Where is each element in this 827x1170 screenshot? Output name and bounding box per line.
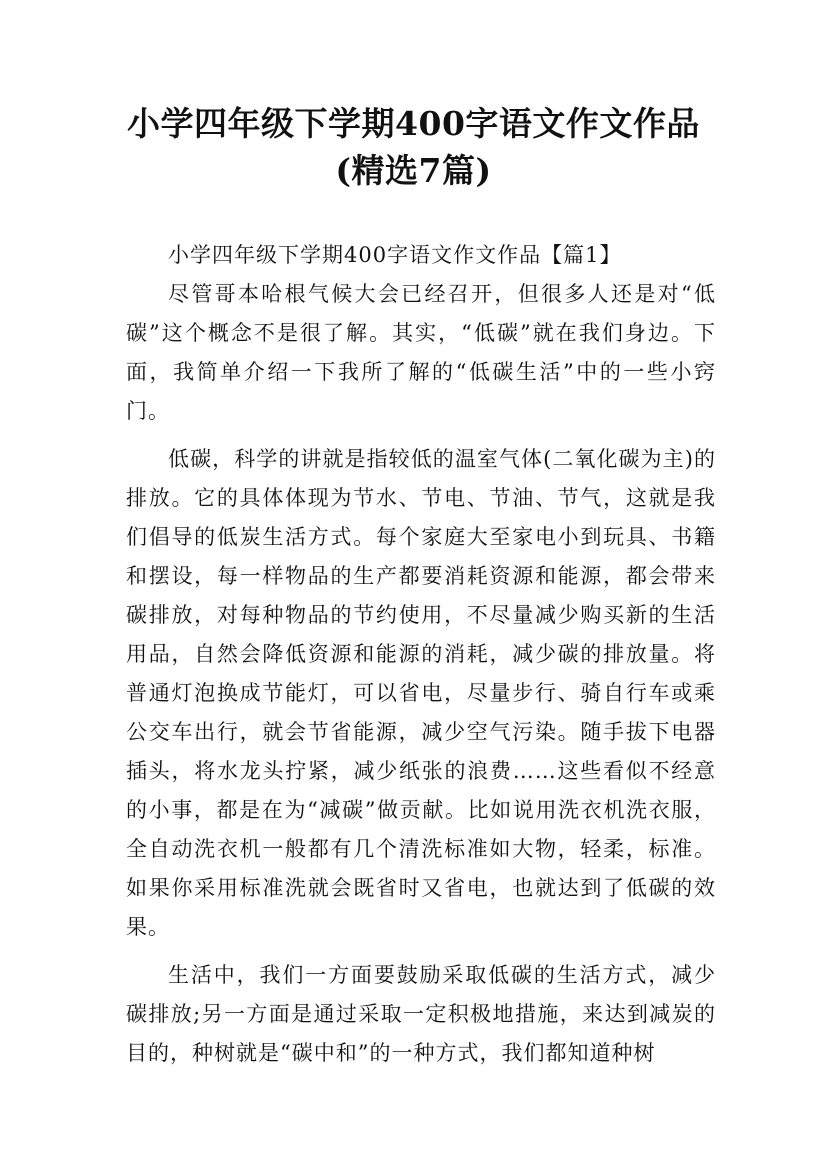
- paragraph: 尽管哥本哈根气候大会已经召开，但很多人还是对“低碳”这个概念不是很了解。其实，“低碳”就在我们身边。下面，我简单介绍一下我所了解的“低碳生活”中的一些小窍门。: [126, 282, 716, 423]
- paragraph: 生活中，我们一方面要鼓励采取低碳的生活方式，减少碳排放;另一方面是通过采取一定积极地措施，来达到减炭的目的，种树就是“碳中和”的一种方式，我们都知道种树: [126, 963, 716, 1065]
- paragraph: 低碳，科学的讲就是指较低的温室气体(二氧化碳为主)的排放。它的具体体现为节水、节电、节油、节气，这就是我们倡导的低炭生活方式。每个家庭大至家电小到玩具、书籍和摆设，每一样物品的生产都要消耗资源和能源，都会带来碳排放，对每种物品的节约使用，不尽量减少购买新的生活用品，自然会降低资源和能源的消耗，减少碳的排放量。将普通灯泡换成节能灯，可以省电，尽量步行、骑自行车或乘公交车出行，就会节省能源，减少空气污染。随手拔下电器插头，将水龙头拧紧，减少纸张的浪费……这些看似不经意的小事，都是在为“减碳”做贡献。比如说用洗衣机洗衣服，全自动洗衣机一般都有几个清洗标准如大物，轻柔，标准。如果你采用标准洗就会既省时又省电，也就达到了低碳的效果。: [126, 447, 716, 939]
- section-heading: 小学四年级下学期400字语文作文作品【篇1】: [168, 243, 622, 267]
- document-title: 小学四年级下学期400字语文作文作品(精选7篇): [127, 104, 700, 190]
- document-body: [126, 236, 716, 1082]
